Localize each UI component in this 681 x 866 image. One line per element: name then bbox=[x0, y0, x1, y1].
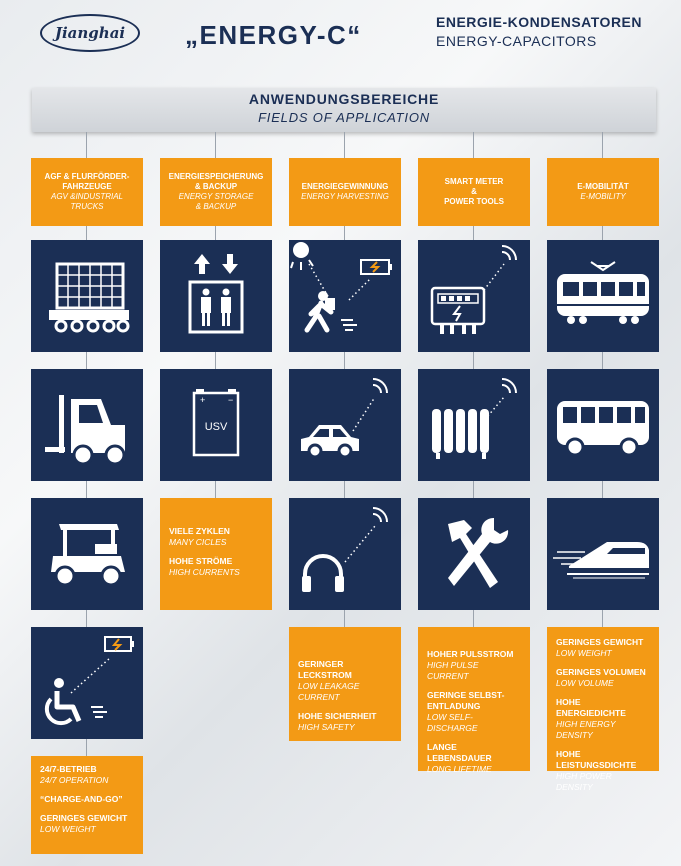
banner-title: ANWENDUNGSBEREICHE bbox=[248, 91, 440, 107]
connector-line bbox=[86, 132, 87, 158]
category-title: ENERGIEGEWINNUNG bbox=[301, 182, 389, 191]
category-energy-storage bbox=[160, 158, 272, 226]
connector-line bbox=[602, 132, 603, 158]
tile-energy-harvesting bbox=[289, 240, 401, 352]
tile-forklift bbox=[31, 369, 143, 481]
feature-title: GERINGES GEWICHT bbox=[40, 813, 128, 823]
feature-subtitle: LOW WEIGHT bbox=[40, 824, 96, 834]
category-agv bbox=[31, 158, 143, 226]
tile-train bbox=[547, 498, 659, 610]
features-smart-meter bbox=[418, 627, 530, 774]
car-icon bbox=[289, 369, 401, 481]
category-subtitle: E-MOBILITY bbox=[580, 192, 626, 201]
category-title: ENERGIESPEICHERUNG & BACKUP bbox=[168, 172, 264, 191]
category-e-mobility bbox=[547, 158, 659, 226]
headphones-icon bbox=[289, 498, 401, 610]
battery-icon bbox=[160, 369, 272, 481]
tram-icon bbox=[547, 240, 659, 352]
tile-wheelchair bbox=[31, 627, 143, 739]
category-energy-harvesting bbox=[289, 158, 401, 226]
logo-text: Jianghai bbox=[54, 24, 126, 42]
feature-title: VIELE ZYKLEN bbox=[169, 526, 230, 536]
golf-cart-icon bbox=[31, 498, 143, 610]
feature-subtitle: LOW SELF-DISCHARGE bbox=[427, 712, 478, 733]
tile-smart-meter bbox=[418, 240, 530, 352]
tile-battery bbox=[160, 369, 272, 481]
smart-meter-icon bbox=[418, 240, 530, 352]
connector-line bbox=[344, 132, 345, 158]
svg-text:+: + bbox=[200, 395, 206, 405]
hammer-wrench-icon bbox=[418, 498, 530, 610]
feature-subtitle: LOW LEAKAGE CURRENT bbox=[298, 681, 360, 702]
tile-tools bbox=[418, 498, 530, 610]
connector-line bbox=[215, 132, 216, 158]
feature-title: 24/7-BETRIEB bbox=[40, 764, 97, 774]
feature-title: GERINGES GEWICHT bbox=[556, 637, 644, 647]
svg-text:−: − bbox=[228, 395, 234, 405]
category-subtitle: ENERGY STORAGE & BACKUP bbox=[178, 192, 254, 211]
tile-headphones bbox=[289, 498, 401, 610]
feature-title: HOHE SICHERHEIT bbox=[298, 711, 377, 721]
wheelchair-icon bbox=[31, 627, 143, 739]
features-energy-harvesting bbox=[289, 627, 401, 741]
category-smart-meter bbox=[418, 158, 530, 226]
elevator-icon bbox=[160, 240, 272, 352]
feature-subtitle: HIGH PULSE CURRENT bbox=[427, 660, 479, 681]
feature-title: “CHARGE-AND-GO” bbox=[40, 794, 123, 804]
battery-label: USV bbox=[204, 421, 228, 433]
feature-title: HOHER PULSSTROM bbox=[427, 649, 514, 659]
feature-title: HOHE LEISTUNGSDICHTE bbox=[556, 749, 637, 770]
feature-title: HOHE ENERGIEDICHTE bbox=[556, 697, 626, 718]
jianghai-logo bbox=[40, 14, 140, 52]
features-e-mobility bbox=[547, 627, 659, 792]
feature-subtitle: HIGH POWER DENSITY bbox=[556, 771, 612, 792]
features-energy-storage bbox=[160, 498, 272, 610]
tile-golf-cart bbox=[31, 498, 143, 610]
category-subtitle: AGV &INDUSTRIAL TRUCKS bbox=[50, 192, 123, 211]
category-title: AGF & FLURFÖRDER- FAHRZEUGE bbox=[44, 172, 130, 191]
category-title: SMART METER & POWER TOOLS bbox=[444, 177, 504, 206]
features-agv bbox=[31, 756, 143, 854]
feature-title: GERINGES VOLUMEN bbox=[556, 667, 646, 677]
forklift-icon bbox=[31, 369, 143, 481]
header-line-de: ENERGIE-KONDENSATOREN bbox=[436, 14, 643, 30]
feature-subtitle: HIGH SAFETY bbox=[298, 722, 355, 732]
tile-car bbox=[289, 369, 401, 481]
category-title: E-MOBILITÄT bbox=[577, 182, 629, 191]
feature-title: HOHE STRÖME bbox=[169, 556, 233, 566]
header-line-en: ENERGY-CAPACITORS bbox=[436, 33, 597, 49]
walking-person-solar-icon bbox=[289, 240, 401, 352]
radiator-icon bbox=[418, 369, 530, 481]
tile-elevator bbox=[160, 240, 272, 352]
feature-subtitle: 24/7 OPERATION bbox=[40, 775, 109, 785]
category-subtitle: ENERGY HARVESTING bbox=[301, 192, 389, 201]
high-speed-train-icon bbox=[547, 498, 659, 610]
feature-subtitle: LOW VOLUME bbox=[556, 678, 614, 688]
feature-title: LANGE LEBENSDAUER bbox=[427, 742, 492, 763]
tile-tram bbox=[547, 240, 659, 352]
agv-icon bbox=[31, 240, 143, 352]
feature-subtitle: HIGH CURRENTS bbox=[169, 567, 240, 577]
connector-line bbox=[473, 132, 474, 158]
product-title: „ENERGY-C“ bbox=[185, 20, 362, 50]
tile-bus bbox=[547, 369, 659, 481]
feature-subtitle: LOW WEIGHT bbox=[556, 648, 612, 658]
feature-title: GERINGE SELBST- ENTLADUNG bbox=[427, 690, 505, 711]
bus-icon bbox=[547, 369, 659, 481]
feature-subtitle: HIGH ENERGY DENSITY bbox=[556, 719, 616, 740]
tile-radiator bbox=[418, 369, 530, 481]
feature-title: GERINGER LECKSTROM bbox=[298, 659, 352, 680]
tile-agv bbox=[31, 240, 143, 352]
feature-subtitle: MANY CICLES bbox=[169, 537, 227, 547]
feature-subtitle: LONG LIFETIME bbox=[427, 764, 492, 774]
banner-subtitle: FIELDS OF APPLICATION bbox=[258, 110, 430, 125]
